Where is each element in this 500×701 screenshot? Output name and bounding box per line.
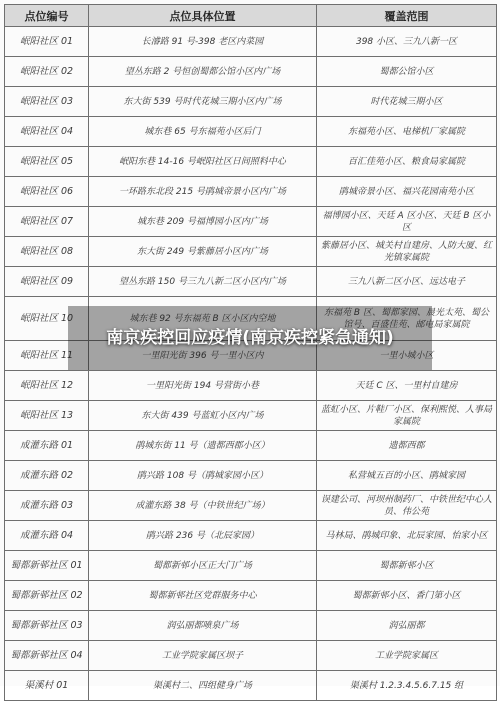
- site-location-cell: 城东巷 209 号福博园小区内广场: [89, 207, 317, 237]
- site-location-cell: 鹃兴路 236 号（北辰家园）: [89, 521, 317, 551]
- coverage-cell: 渠溪村 1.2.3.4.5.6.7.15 组: [317, 671, 497, 701]
- site-location-cell: 一里阳光街 396 号一里小区内: [89, 341, 317, 371]
- coverage-cell: 福博园小区、天廷 A 区小区、天廷 B 区小区: [317, 207, 497, 237]
- site-id-cell: 岷阳社区 07: [5, 207, 89, 237]
- site-id-cell: 岷阳社区 02: [5, 57, 89, 87]
- site-location-cell: 东大街 539 号时代花城三期小区内广场: [89, 87, 317, 117]
- site-id-cell: 岷阳社区 08: [5, 237, 89, 267]
- site-id-cell: 蜀都新邨社区 01: [5, 551, 89, 581]
- site-location-cell: 鹃兴路 108 号（鹃城家园小区）: [89, 461, 317, 491]
- site-id-cell: 蜀都新邨社区 04: [5, 641, 89, 671]
- site-location-cell: 成灌东路 38 号（中铁世纪广场）: [89, 491, 317, 521]
- site-id-cell: 岷阳社区 12: [5, 371, 89, 401]
- site-id-cell: 蜀都新邨社区 02: [5, 581, 89, 611]
- table-row: [5, 87, 497, 117]
- site-id-cell: 成灌东路 04: [5, 521, 89, 551]
- coverage-cell: 紫藤居小区、城关村自建房、人防大厦、红光镇家属院: [317, 237, 497, 267]
- site-location-cell: 望丛东路 150 号三九八新二区小区内广场: [89, 267, 317, 297]
- coverage-cell: 蓝虹小区、片鞋厂小区、保利熙悦、人事局家属院: [317, 401, 497, 431]
- site-id-cell: 岷阳社区 11: [5, 341, 89, 371]
- coverage-cell: 遗都西郡: [317, 431, 497, 461]
- coverage-cell: 398 小区、三九八新一区: [317, 27, 497, 57]
- coverage-cell: 马林局、鹃城印象、北辰家园、怡家小区: [317, 521, 497, 551]
- site-location-cell: 工业学院家属区坝子: [89, 641, 317, 671]
- coverage-cell: 润弘丽都: [317, 611, 497, 641]
- site-id-cell: 岷阳社区 13: [5, 401, 89, 431]
- coverage-cell: 蜀都新邨小区: [317, 551, 497, 581]
- table-row: [5, 581, 497, 611]
- site-location-cell: 渠溪村二、四组健身广场: [89, 671, 317, 701]
- site-location-cell: 蜀都新邨小区正大门广场: [89, 551, 317, 581]
- table-row: [5, 521, 497, 551]
- table-header: [5, 5, 497, 27]
- site-location-cell: 一里阳光街 194 号营街小巷: [89, 371, 317, 401]
- coverage-cell: 蜀都公馆小区: [317, 57, 497, 87]
- site-location-cell: 长濬路 91 号-398 老区内菜园: [89, 27, 317, 57]
- coverage-cell: 蜀都新邨小区、香门第小区: [317, 581, 497, 611]
- table-row: [5, 177, 497, 207]
- overlay-banner: [68, 306, 432, 370]
- site-id-cell: 渠溪村 01: [5, 671, 89, 701]
- site-location-cell: 一环路东北段 215 号鹃城帝景小区内广场: [89, 177, 317, 207]
- site-location-cell: 城东巷 92 号东福苑 B 区小区内空地: [89, 297, 317, 341]
- site-id-cell: 岷阳社区 10: [5, 297, 89, 341]
- coverage-cell: 一里小城小区: [317, 341, 497, 371]
- site-location-cell: 润弘丽都喷泉广场: [89, 611, 317, 641]
- site-location-cell: 东大街 439 号蓝虹小区内广场: [89, 401, 317, 431]
- site-id-cell: 蜀都新邨社区 03: [5, 611, 89, 641]
- site-id-cell: 岷阳社区 09: [5, 267, 89, 297]
- table-row: [5, 431, 497, 461]
- table-row: [5, 401, 497, 431]
- table-row: [5, 207, 497, 237]
- coverage-cell: 工业学院家属区: [317, 641, 497, 671]
- coverage-cell: 三九八新二区小区、远达电子: [317, 267, 497, 297]
- site-id-cell: 岷阳社区 05: [5, 147, 89, 177]
- header-row: [5, 5, 497, 27]
- site-id-cell: 岷阳社区 04: [5, 117, 89, 147]
- site-location-cell: 城东巷 65 号东福苑小区后门: [89, 117, 317, 147]
- coverage-cell: 百汇佳苑小区、粮食局家属院: [317, 147, 497, 177]
- site-id-cell: 成灌东路 02: [5, 461, 89, 491]
- banner-title: 南京疾控回应疫情(南京疾控紧急通知): [106, 328, 394, 348]
- table-row: [5, 237, 497, 267]
- coverage-cell: 误建公司、河坝州制药厂、中铁世纪中心人员、伟公苑: [317, 491, 497, 521]
- site-location-cell: 望丛东路 2 号恒创蜀都公馆小区内广场: [89, 57, 317, 87]
- header-site-id: 点位编号: [5, 5, 89, 27]
- site-location-cell: 蜀都新邨社区党群服务中心: [89, 581, 317, 611]
- site-location-cell: 鹃城东街 11 号（遗都西郡小区）: [89, 431, 317, 461]
- table-row: [5, 461, 497, 491]
- coverage-cell: 天廷 C 区、一里村自建房: [317, 371, 497, 401]
- site-id-cell: 岷阳社区 06: [5, 177, 89, 207]
- table-row: [5, 147, 497, 177]
- table-row: [5, 27, 497, 57]
- table-row: [5, 117, 497, 147]
- site-location-cell: 岷阳东巷 14-16 号岷阳社区日间照料中心: [89, 147, 317, 177]
- site-id-cell: 岷阳社区 01: [5, 27, 89, 57]
- header-site-location: 点位具体位置: [89, 5, 317, 27]
- site-location-cell: 东大街 249 号紫藤居小区内广场: [89, 237, 317, 267]
- coverage-cell: 东福苑小区、电梯机厂家属院: [317, 117, 497, 147]
- site-id-cell: 岷阳社区 03: [5, 87, 89, 117]
- table-row: [5, 611, 497, 641]
- table-row: [5, 57, 497, 87]
- table-row: [5, 551, 497, 581]
- table-row: [5, 371, 497, 401]
- table-row: [5, 491, 497, 521]
- site-id-cell: 成灌东路 03: [5, 491, 89, 521]
- coverage-cell: 东福苑 B 区、蜀都家园、晨光太苑、蜀公馆号、百盛佳苑、邮电局家属院: [317, 297, 497, 341]
- site-id-cell: 成灌东路 01: [5, 431, 89, 461]
- header-coverage: 覆盖范围: [317, 5, 497, 27]
- table-row: [5, 267, 497, 297]
- table-row: [5, 641, 497, 671]
- coverage-cell: 鹃城帝景小区、福兴花园南苑小区: [317, 177, 497, 207]
- coverage-cell: 私营城五百的小区、鹃城家园: [317, 461, 497, 491]
- coverage-cell: 时代花城三期小区: [317, 87, 497, 117]
